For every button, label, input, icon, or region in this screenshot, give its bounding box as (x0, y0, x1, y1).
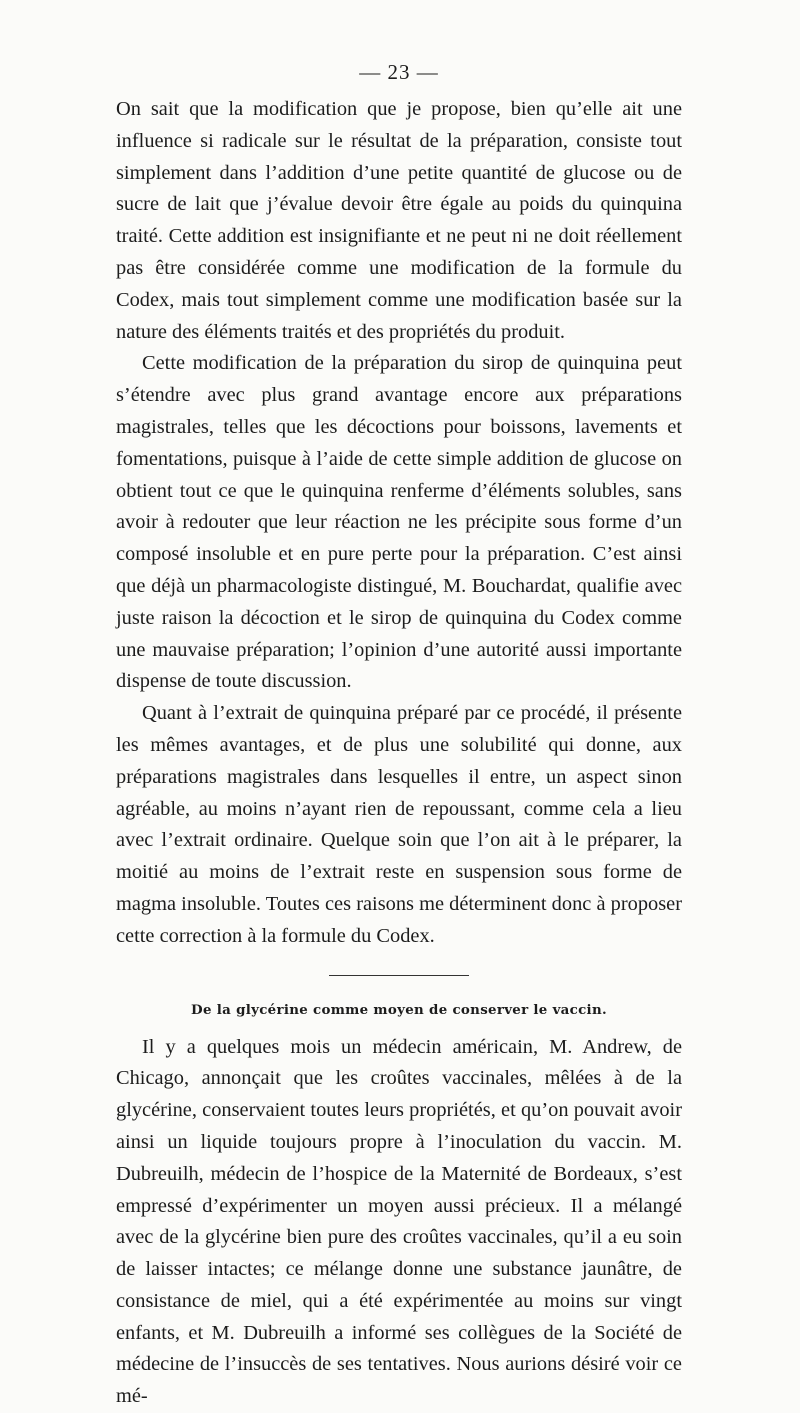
section-title: De la glycérine comme moyen de conserver le vaccin. (191, 1001, 607, 1018)
paragraph-4: Il y a quelques mois un médecin américain, M. Andrew, de Chicago, annonçait que les croûtes vaccinales, mêlées à de la glycérine, conservaient toutes leurs propriétés, et qu’on pouvait avoir ainsi un liquide toujours propre à l’inoculation du vaccin. M. Dubreuilh, médecin de l’hospice de la Maternité de Bordeaux, s’est empressé d’expérimenter un moyen aussi précieux. Il a mélangé avec de la glycérine bien pure des croûtes vaccinales, qu’il a eu soin de laisser intactes; ce mélange donne une substance jaunâtre, de consistance de miel, qui a été expérimentée au moins sur vingt enfants, et M. Dubreuilh a informé ses collègues de la Société de médecine de l’insuccès de ses tentatives. Nous aurions désiré voir ce mé- (116, 1035, 682, 1408)
paragraph-3: Quant à l’extrait de quinquina préparé par ce procédé, il présente les mêmes avantages, et de plus une solubilité qui donne, aux préparations magistrales dans lesquelles il entre, un aspect sinon agréable, au moins n’ayant rien de repoussant, comme cela a lieu avec l’extrait ordinaire. Quelque soin que l’on ait à le préparer, la moitié au moins de l’extrait reste en suspension sous forme de magma insoluble. Toutes ces raisons me déterminent donc à proposer cette correction à la formule du Codex. (116, 702, 682, 947)
paragraph-2: Cette modification de la préparation du sirop de quinquina peut s’étendre avec plus grand avantage encore aux préparations magistrales, telles que les décoctions pour boissons, lavements et fomentations, puisque à l’aide de cette simple addition de glucose on obtient tout ce que le quinquina renferme d’éléments solubles, sans avoir à redouter que leur réaction ne les précipite sous forme d’un composé insoluble et en pure perte pour la préparation. C’est ainsi que déjà un pharmacologiste distingué, M. Bouchardat, qualifie avec juste raison la décoction et le sirop de quinquina du Codex comme une mauvaise préparation; l’opinion d’une autorité aussi importante dispense de toute discussion. (116, 352, 682, 693)
page-number: — 23 — (359, 60, 439, 84)
section-divider (329, 975, 469, 976)
paragraph-1: On sait que la modification que je propose, bien qu’elle ait une influence si radicale sur le résultat de la préparation, consiste tout simplement dans l’addition d’une petite quantité de glucose ou de sucre de lait que j’évalue devoir être égale au poids du quinquina traité. Cette addition est insignifiante et ne peut ni ne doit réellement pas être considérée comme une modification de la formule du Codex, mais tout simplement comme une modification basée sur la nature des éléments traités et des propriétés du produit. (116, 98, 682, 343)
page (116, 58, 682, 1413)
